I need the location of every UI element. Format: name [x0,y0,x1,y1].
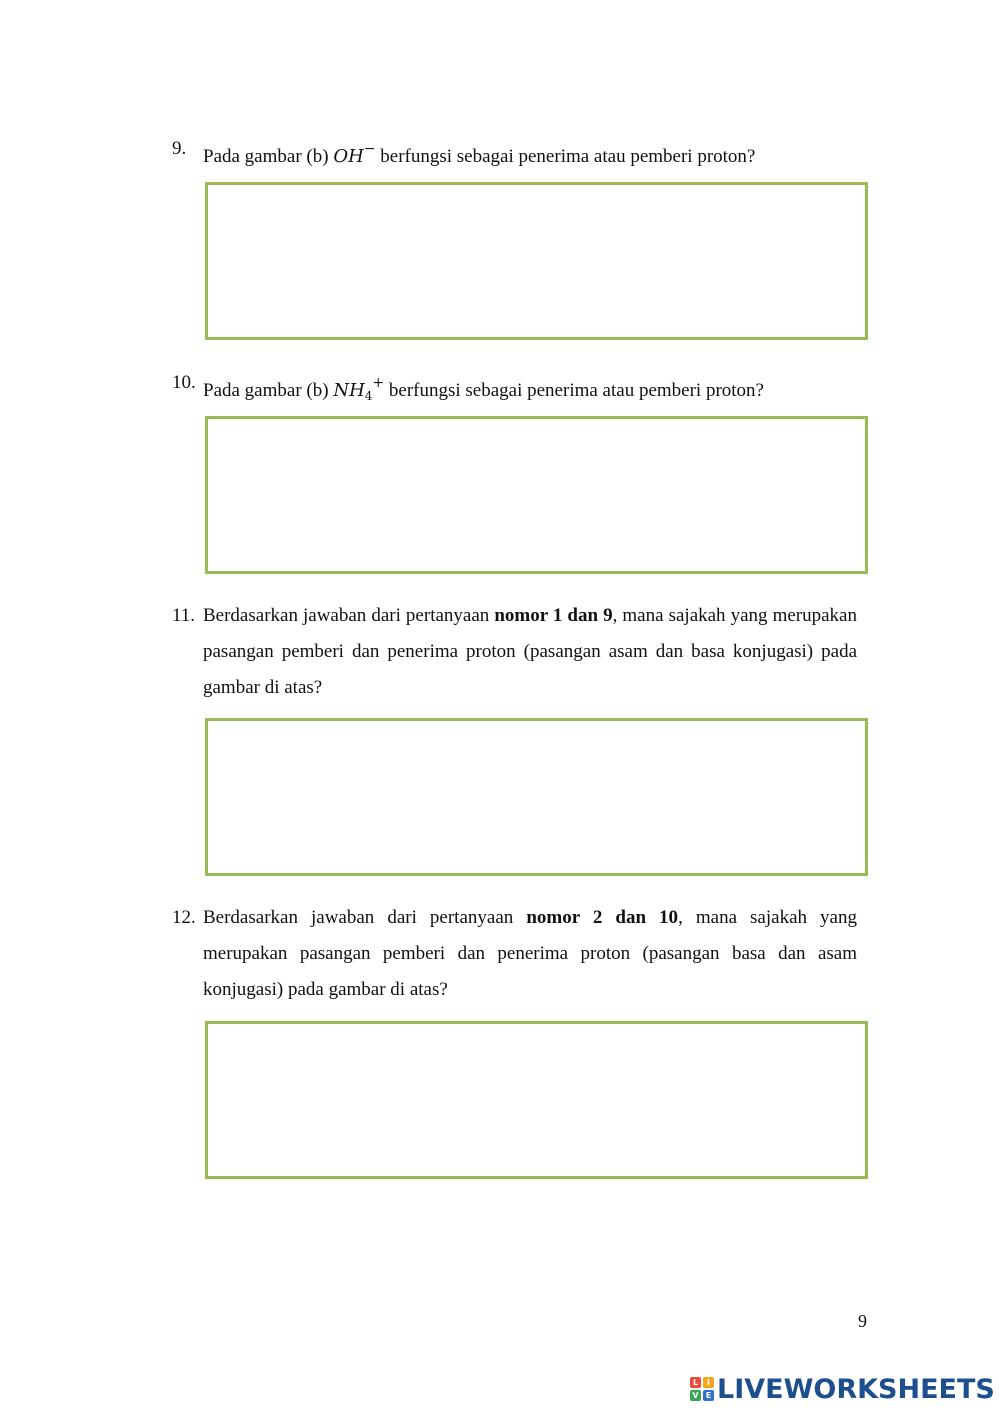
question-number: 9. [172,138,187,159]
answer-box-9[interactable] [205,182,868,340]
question-reference: nomor 2 dan 10 [526,907,679,928]
question-9 [172,131,857,175]
formula-nh4: $NH_4^+$ [333,375,385,403]
question-text: Berdasarkan jawaban dari pertanyaan nomor 1 dan 9, mana sajakah yang merupakan pasangan pemberi dan penerima proton (pasangan asam dan basa konjugasi) pada gambar di atas? [203,605,857,698]
question-reference: nomor 1 dan 9 [494,605,613,626]
question-number: 11. [172,605,196,626]
page-number: 9 [858,1311,867,1331]
question-number: 10. [172,372,196,393]
question-10 [172,365,857,414]
question-number: 12. [172,907,196,928]
question-text: Pada gambar (b) OH− berfungsi sebagai penerima atau pemberi proton? [203,141,756,167]
liveworksheets-logo [690,1373,995,1405]
question-text: Pada gambar (b) $NH_4^+$ berfungsi sebagai penerima atau pemberi proton? [203,375,764,403]
brand-name: LIVEWORKSHEETS [717,1373,995,1405]
answer-box-10[interactable] [205,416,868,574]
answer-box-11[interactable] [205,718,868,876]
question-11 [172,598,857,706]
logo-icon: L I V E [690,1377,714,1401]
formula-oh: OH− [333,141,376,167]
answer-box-12[interactable] [205,1021,868,1179]
question-text: Berdasarkan jawaban dari pertanyaan nomor 2 dan 10, mana sajakah yang merupakan pasangan pemberi dan penerima proton (pasangan basa dan asam konjugasi) pada gambar di atas? [203,907,857,1000]
question-12 [172,900,857,1008]
